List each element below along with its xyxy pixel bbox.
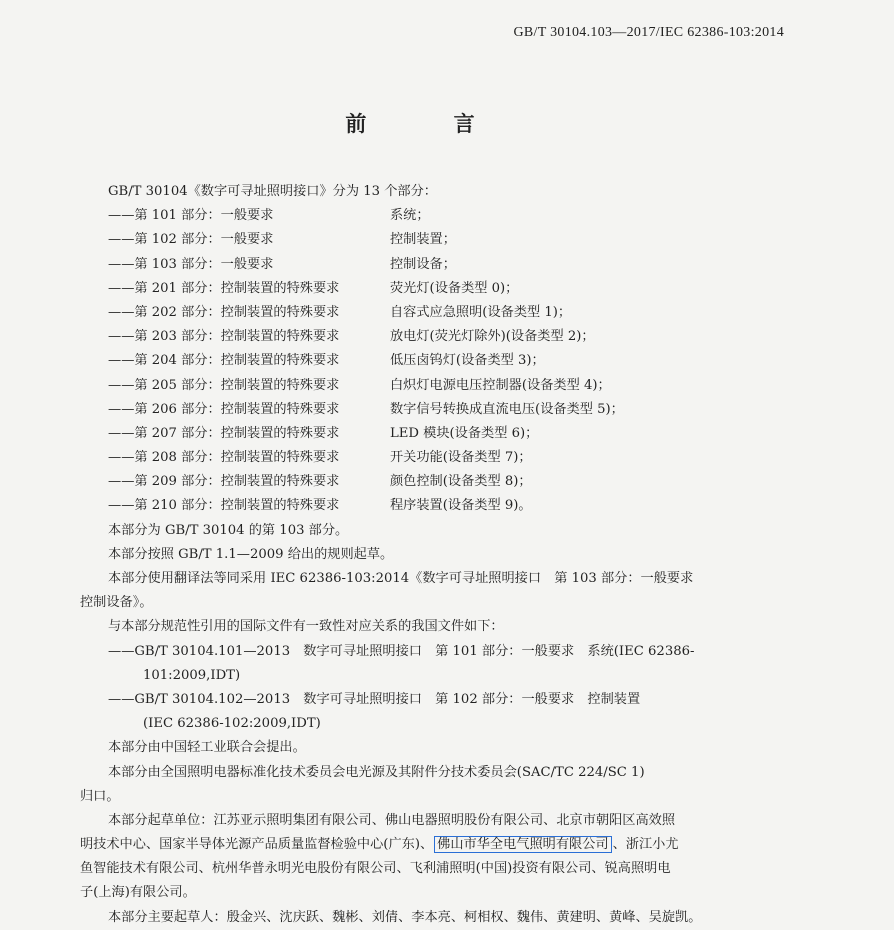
preface-content — [80, 180, 790, 930]
part-number-label: ——第 203 部分：控制装置的特殊要求 — [108, 329, 340, 345]
part-description: 开关功能(设备类型 7)； — [390, 450, 532, 466]
part-number-label: ——第 209 部分：控制装置的特殊要求 — [108, 474, 340, 490]
part-number-label: ——第 210 部分：控制装置的特殊要求 — [108, 498, 340, 514]
paragraph-7-line-3: 鱼智能技术有限公司、杭州华普永明光电股份有限公司、飞利浦照明(中国)投资有限公司、锐高照明电 — [80, 861, 671, 877]
part-number-label: ——第 102 部分：一般要求 — [108, 232, 274, 248]
paragraph-6-line-2: 归口。 — [80, 788, 120, 804]
part-item — [80, 422, 790, 446]
part-number-label: ——第 206 部分：控制装置的特殊要求 — [108, 401, 340, 417]
part-description: 控制设备； — [390, 256, 456, 272]
paragraph-7-line-4: 子(上海)有限公司。 — [80, 885, 196, 901]
paragraph-1: 本部分为 GB/T 30104 的第 103 部分。 — [108, 522, 349, 538]
part-description: 数字信号转换成直流电压(设备类型 5)； — [390, 401, 624, 417]
part-item — [80, 349, 790, 373]
highlighted-company: 佛山市华全电气照明有限公司 — [434, 836, 611, 853]
standard-header: GB/T 30104.103—2017/IEC 62386-103:2014 — [513, 25, 784, 40]
paragraph-6-line-1: 本部分由全国照明电器标准化技术委员会电光源及其附件分技术委员会(SAC/TC 224/SC 1) — [108, 764, 645, 780]
paragraph-5: 本部分由中国轻工业联合会提出。 — [108, 740, 306, 756]
part-description: 颜色控制(设备类型 8)； — [390, 474, 532, 490]
part-description: 荧光灯(设备类型 0)； — [390, 280, 519, 296]
part-description: 低压卤钨灯(设备类型 3)； — [390, 353, 545, 369]
part-item — [80, 277, 790, 301]
part-number-label: ——第 202 部分：控制装置的特殊要求 — [108, 304, 340, 320]
part-description: 系统； — [390, 208, 430, 224]
part-description: 自容式应急照明(设备类型 1)； — [390, 304, 572, 320]
part-item — [80, 374, 790, 398]
part-item — [80, 325, 790, 349]
part-number-label: ——第 207 部分：控制装置的特殊要求 — [108, 425, 340, 441]
part-number-label: ——第 208 部分：控制装置的特殊要求 — [108, 450, 340, 466]
paragraph-3-line-1: 本部分使用翻译法等同采用 IEC 62386-103:2014《数字可寻址照明接口 第 103 部分：一般要求 — [108, 571, 694, 586]
part-number-label: ——第 201 部分：控制装置的特殊要求 — [108, 280, 340, 296]
paragraph-3-line-2: 控制设备》。 — [80, 595, 153, 611]
part-item — [80, 253, 790, 277]
paragraph-7-line-2 — [80, 833, 790, 857]
part-number-label: ——第 101 部分：一般要求 — [108, 208, 274, 224]
part-item — [80, 301, 790, 325]
part-item — [80, 446, 790, 470]
part-description: 程序装置(设备类型 9)。 — [390, 498, 532, 514]
paragraph-4: 与本部分规范性引用的国际文件有一致性对应关系的我国文件如下： — [108, 619, 504, 635]
reference-2-line-1: ——GB/T 30104.102—2013 数字可寻址照明接口 第 102 部分：一般要求 控制装置 — [108, 691, 641, 707]
part-description: LED 模块(设备类型 6)； — [390, 425, 539, 441]
part-item — [80, 398, 790, 422]
part-description: 白炽灯电源电压控制器(设备类型 4)； — [390, 377, 611, 393]
part-description: 控制装置； — [390, 232, 456, 248]
parts-list — [80, 204, 790, 518]
part-number-label: ——第 103 部分：一般要求 — [108, 256, 274, 272]
paragraph-8: 本部分主要起草人：殷金兴、沈庆跃、魏彬、刘倩、李本亮、柯相权、魏伟、黄建明、黄峰、吴旋凯。 — [108, 909, 702, 925]
part-description: 放电灯(荧光灯除外)(设备类型 2)； — [390, 329, 595, 345]
reference-2-line-2: (IEC 62386-102:2009,IDT) — [143, 716, 321, 732]
part-number-label: ——第 204 部分：控制装置的特殊要求 — [108, 353, 340, 369]
reference-1-line-2: 101:2009,IDT) — [143, 667, 241, 683]
part-item — [80, 204, 790, 228]
part-item — [80, 470, 790, 494]
paragraph-7-line-1: 本部分起草单位：江苏亚示照明集团有限公司、佛山电器照明股份有限公司、北京市朝阳区高效照 — [108, 812, 676, 828]
paragraph-7-line-2-end: 、浙江小尤 — [612, 837, 679, 853]
page-title: 前 言 — [345, 112, 515, 136]
part-number-label: ——第 205 部分：控制装置的特殊要求 — [108, 377, 340, 393]
paragraph-7-line-2-start: 明技术中心、国家半导体光源产品质量监督检验中心(广东)、 — [80, 837, 434, 853]
paragraph-2: 本部分按照 GB/T 1.1—2009 给出的规则起草。 — [108, 546, 394, 562]
intro-line: GB/T 30104《数字可寻址照明接口》分为 13 个部分： — [108, 184, 437, 199]
reference-1-line-1: ——GB/T 30104.101—2013 数字可寻址照明接口 第 101 部分：一般要求 系统(IEC 62386- — [108, 643, 695, 659]
part-item — [80, 228, 790, 252]
part-item — [80, 494, 790, 518]
